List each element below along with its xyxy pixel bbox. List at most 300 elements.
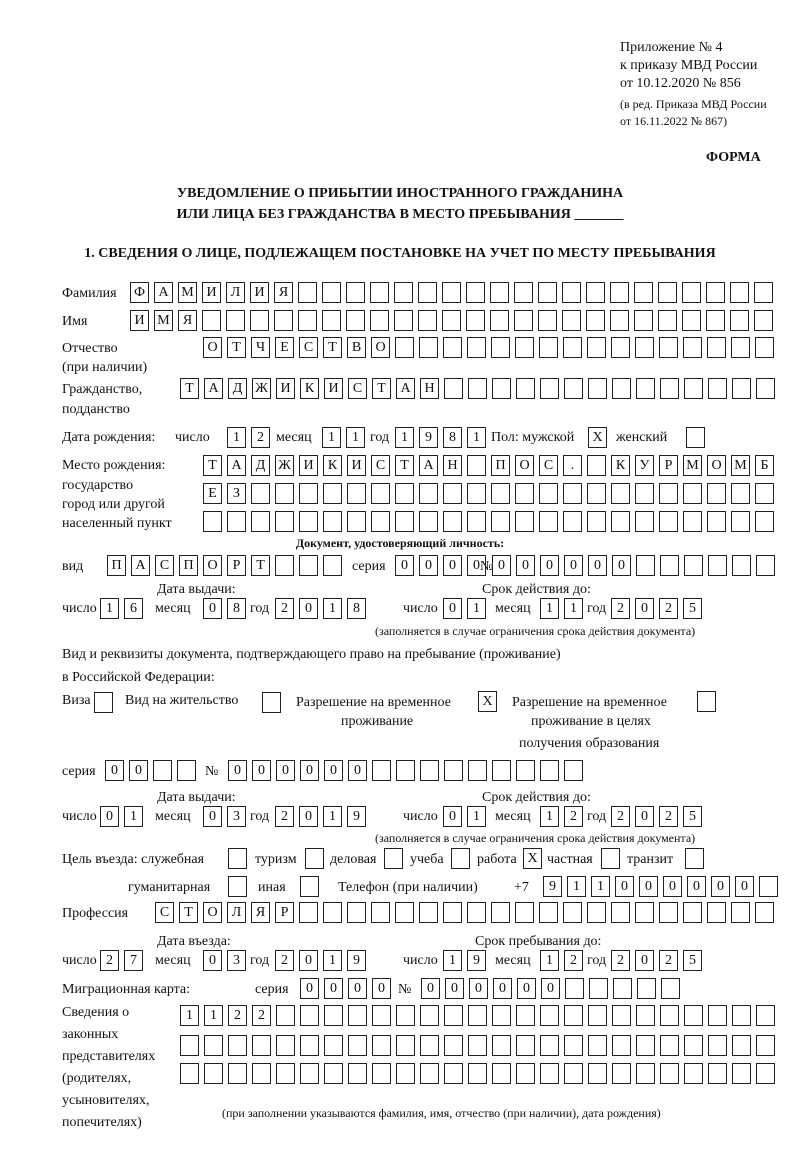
- id-series-cell[interactable]: 0: [467, 555, 486, 576]
- surname-cell[interactable]: [658, 282, 677, 303]
- citizenship-cell[interactable]: И: [276, 378, 295, 399]
- name-cell[interactable]: [538, 310, 557, 331]
- citizenship-cell[interactable]: К: [300, 378, 319, 399]
- sex-male-cell[interactable]: X: [588, 427, 607, 448]
- patronymic-cell[interactable]: [659, 337, 678, 358]
- representatives-cell[interactable]: [228, 1063, 247, 1084]
- year-cell[interactable]: 2: [611, 598, 630, 619]
- name-cell[interactable]: [610, 310, 629, 331]
- representatives-cell[interactable]: [564, 1035, 583, 1056]
- id-number-cell[interactable]: 0: [540, 555, 559, 576]
- citizenship-cell[interactable]: [612, 378, 631, 399]
- representatives-cell[interactable]: [756, 1005, 775, 1026]
- representatives-cell[interactable]: [564, 1005, 583, 1026]
- birthplace-cell[interactable]: [347, 511, 366, 532]
- day-cell[interactable]: 1: [443, 950, 462, 971]
- representatives-cell[interactable]: [420, 1005, 439, 1026]
- year-cell[interactable]: 1: [323, 598, 342, 619]
- purpose-checkbox-cell[interactable]: [685, 848, 704, 869]
- id-kind-cell[interactable]: П: [107, 555, 126, 576]
- birthplace-cell[interactable]: Н: [443, 455, 462, 476]
- surname-cell[interactable]: [322, 282, 341, 303]
- surname-cell[interactable]: [754, 282, 773, 303]
- patronymic-cell[interactable]: Ч: [251, 337, 270, 358]
- surname-cell[interactable]: А: [154, 282, 173, 303]
- patronymic-cell[interactable]: [563, 337, 582, 358]
- month-cell[interactable]: 2: [564, 806, 583, 827]
- rp-number-cell[interactable]: [540, 760, 559, 781]
- birthplace-cell[interactable]: .: [563, 455, 582, 476]
- id-number-cell[interactable]: [684, 555, 703, 576]
- representatives-cell[interactable]: [636, 1035, 655, 1056]
- citizenship-cell[interactable]: [732, 378, 751, 399]
- dob-year-cell[interactable]: 9: [419, 427, 438, 448]
- birthplace-cell[interactable]: [371, 483, 390, 504]
- representatives-cell[interactable]: [516, 1035, 535, 1056]
- birthplace-cell[interactable]: [587, 455, 606, 476]
- day-cell[interactable]: 0: [100, 806, 119, 827]
- birthplace-cell[interactable]: Р: [659, 455, 678, 476]
- birthplace-cell[interactable]: [251, 511, 270, 532]
- surname-cell[interactable]: [610, 282, 629, 303]
- representatives-cell[interactable]: [252, 1035, 271, 1056]
- birthplace-cell[interactable]: [323, 511, 342, 532]
- month-cell[interactable]: 0: [203, 950, 222, 971]
- name-cell[interactable]: [658, 310, 677, 331]
- representatives-cell[interactable]: [252, 1063, 271, 1084]
- representatives-cell[interactable]: [492, 1035, 511, 1056]
- birthplace-cell[interactable]: М: [683, 455, 702, 476]
- birthplace-cell[interactable]: [467, 455, 486, 476]
- birthplace-cell[interactable]: [371, 511, 390, 532]
- profession-cell[interactable]: [539, 902, 558, 923]
- birthplace-cell[interactable]: [683, 483, 702, 504]
- patronymic-cell[interactable]: С: [299, 337, 318, 358]
- year-cell[interactable]: 0: [635, 806, 654, 827]
- id-number-cell[interactable]: 0: [516, 555, 535, 576]
- purpose-checkbox-cell[interactable]: [451, 848, 470, 869]
- profession-cell[interactable]: [323, 902, 342, 923]
- surname-cell[interactable]: [442, 282, 461, 303]
- surname-cell[interactable]: [514, 282, 533, 303]
- rp-series-cell[interactable]: 0: [105, 760, 124, 781]
- profession-cell[interactable]: [563, 902, 582, 923]
- patronymic-cell[interactable]: [419, 337, 438, 358]
- representatives-cell[interactable]: [612, 1005, 631, 1026]
- representatives-cell[interactable]: [204, 1035, 223, 1056]
- id-number-cell[interactable]: 0: [492, 555, 511, 576]
- representatives-cell[interactable]: [348, 1005, 367, 1026]
- mc-number-cell[interactable]: 0: [517, 978, 536, 999]
- birthplace-cell[interactable]: [731, 511, 750, 532]
- birthplace-cell[interactable]: [395, 511, 414, 532]
- patronymic-cell[interactable]: [443, 337, 462, 358]
- birthplace-cell[interactable]: У: [635, 455, 654, 476]
- representatives-cell[interactable]: [324, 1005, 343, 1026]
- patronymic-cell[interactable]: [683, 337, 702, 358]
- patronymic-cell[interactable]: [755, 337, 774, 358]
- profession-cell[interactable]: Я: [251, 902, 270, 923]
- patronymic-cell[interactable]: [515, 337, 534, 358]
- representatives-cell[interactable]: [204, 1063, 223, 1084]
- rp-number-cell[interactable]: 0: [348, 760, 367, 781]
- birthplace-cell[interactable]: [611, 511, 630, 532]
- name-cell[interactable]: [562, 310, 581, 331]
- representatives-cell[interactable]: [756, 1035, 775, 1056]
- purpose-checkbox-cell[interactable]: X: [523, 848, 542, 869]
- birthplace-cell[interactable]: [755, 483, 774, 504]
- profession-cell[interactable]: [587, 902, 606, 923]
- mc-number-cell[interactable]: 0: [421, 978, 440, 999]
- representatives-cell[interactable]: [396, 1035, 415, 1056]
- citizenship-cell[interactable]: Д: [228, 378, 247, 399]
- birthplace-cell[interactable]: [539, 511, 558, 532]
- mc-number-cell[interactable]: 0: [541, 978, 560, 999]
- phone-cell[interactable]: 1: [591, 876, 610, 897]
- year-cell[interactable]: 0: [299, 598, 318, 619]
- birthplace-cell[interactable]: Д: [251, 455, 270, 476]
- mc-number-cell[interactable]: [637, 978, 656, 999]
- phone-cell[interactable]: 0: [615, 876, 634, 897]
- patronymic-cell[interactable]: [707, 337, 726, 358]
- mc-number-cell[interactable]: [565, 978, 584, 999]
- birthplace-cell[interactable]: [467, 483, 486, 504]
- year-cell[interactable]: 0: [635, 598, 654, 619]
- surname-cell[interactable]: М: [178, 282, 197, 303]
- rp-number-cell[interactable]: [516, 760, 535, 781]
- dob-year-cell[interactable]: 8: [443, 427, 462, 448]
- citizenship-cell[interactable]: [636, 378, 655, 399]
- representatives-cell[interactable]: [540, 1035, 559, 1056]
- representatives-cell[interactable]: [588, 1005, 607, 1026]
- profession-cell[interactable]: Л: [227, 902, 246, 923]
- patronymic-cell[interactable]: О: [371, 337, 390, 358]
- profession-cell[interactable]: [467, 902, 486, 923]
- mc-series-cell[interactable]: 0: [300, 978, 319, 999]
- mc-number-cell[interactable]: 0: [445, 978, 464, 999]
- representatives-cell[interactable]: [372, 1063, 391, 1084]
- birthplace-cell[interactable]: [467, 511, 486, 532]
- day-cell[interactable]: 0: [443, 598, 462, 619]
- name-cell[interactable]: [394, 310, 413, 331]
- year-cell[interactable]: 0: [299, 806, 318, 827]
- day-cell[interactable]: 1: [467, 598, 486, 619]
- year-cell[interactable]: 2: [611, 950, 630, 971]
- dob-year-cell[interactable]: 1: [395, 427, 414, 448]
- representatives-cell[interactable]: [276, 1063, 295, 1084]
- birthplace-cell[interactable]: [419, 511, 438, 532]
- year-cell[interactable]: 8: [347, 598, 366, 619]
- mc-number-cell[interactable]: 0: [469, 978, 488, 999]
- id-number-cell[interactable]: [660, 555, 679, 576]
- profession-cell[interactable]: Т: [179, 902, 198, 923]
- birthplace-cell[interactable]: [635, 511, 654, 532]
- birthplace-cell[interactable]: С: [539, 455, 558, 476]
- citizenship-cell[interactable]: Н: [420, 378, 439, 399]
- representatives-cell[interactable]: [636, 1005, 655, 1026]
- mc-number-cell[interactable]: 0: [493, 978, 512, 999]
- birthplace-cell[interactable]: А: [419, 455, 438, 476]
- representatives-cell[interactable]: [300, 1035, 319, 1056]
- id-kind-cell[interactable]: А: [131, 555, 150, 576]
- representatives-cell[interactable]: [588, 1035, 607, 1056]
- year-cell[interactable]: 9: [347, 950, 366, 971]
- rp-number-cell[interactable]: [396, 760, 415, 781]
- id-number-cell[interactable]: [636, 555, 655, 576]
- representatives-cell[interactable]: [516, 1063, 535, 1084]
- day-cell[interactable]: 7: [124, 950, 143, 971]
- representatives-cell[interactable]: [540, 1005, 559, 1026]
- citizenship-cell[interactable]: С: [348, 378, 367, 399]
- birthplace-cell[interactable]: [659, 511, 678, 532]
- representatives-cell[interactable]: [228, 1035, 247, 1056]
- name-cell[interactable]: М: [154, 310, 173, 331]
- id-kind-cell[interactable]: П: [179, 555, 198, 576]
- surname-cell[interactable]: [538, 282, 557, 303]
- citizenship-cell[interactable]: [468, 378, 487, 399]
- representatives-cell[interactable]: [444, 1063, 463, 1084]
- id-kind-cell[interactable]: [275, 555, 294, 576]
- patronymic-cell[interactable]: [539, 337, 558, 358]
- mc-number-cell[interactable]: [661, 978, 680, 999]
- purpose-checkbox-cell[interactable]: [305, 848, 324, 869]
- citizenship-cell[interactable]: [756, 378, 775, 399]
- id-series-cell[interactable]: 0: [419, 555, 438, 576]
- patronymic-cell[interactable]: В: [347, 337, 366, 358]
- mc-series-cell[interactable]: 0: [348, 978, 367, 999]
- rp-number-cell[interactable]: [468, 760, 487, 781]
- birthplace-cell[interactable]: З: [227, 483, 246, 504]
- representatives-cell[interactable]: [348, 1035, 367, 1056]
- name-cell[interactable]: [370, 310, 389, 331]
- citizenship-cell[interactable]: [516, 378, 535, 399]
- representatives-cell[interactable]: 1: [180, 1005, 199, 1026]
- id-number-cell[interactable]: 0: [564, 555, 583, 576]
- name-cell[interactable]: [274, 310, 293, 331]
- birthplace-cell[interactable]: А: [227, 455, 246, 476]
- birthplace-cell[interactable]: [251, 483, 270, 504]
- surname-cell[interactable]: [418, 282, 437, 303]
- residence-checkbox-cell[interactable]: [262, 692, 281, 713]
- patronymic-cell[interactable]: Т: [227, 337, 246, 358]
- id-kind-cell[interactable]: Т: [251, 555, 270, 576]
- representatives-cell[interactable]: [420, 1035, 439, 1056]
- birthplace-cell[interactable]: [491, 511, 510, 532]
- purpose-checkbox-cell[interactable]: [300, 876, 319, 897]
- month-cell[interactable]: 1: [540, 806, 559, 827]
- name-cell[interactable]: [466, 310, 485, 331]
- birthplace-cell[interactable]: [683, 511, 702, 532]
- birthplace-cell[interactable]: [587, 511, 606, 532]
- name-cell[interactable]: [586, 310, 605, 331]
- name-cell[interactable]: И: [130, 310, 149, 331]
- mc-number-cell[interactable]: [613, 978, 632, 999]
- citizenship-cell[interactable]: [492, 378, 511, 399]
- representatives-cell[interactable]: [636, 1063, 655, 1084]
- phone-cell[interactable]: 1: [567, 876, 586, 897]
- name-cell[interactable]: Я: [178, 310, 197, 331]
- birthplace-cell[interactable]: [299, 511, 318, 532]
- birthplace-cell[interactable]: П: [491, 455, 510, 476]
- rp-number-cell[interactable]: [372, 760, 391, 781]
- birthplace-cell[interactable]: Б: [755, 455, 774, 476]
- profession-cell[interactable]: [299, 902, 318, 923]
- representatives-cell[interactable]: [708, 1035, 727, 1056]
- year-cell[interactable]: 0: [299, 950, 318, 971]
- representatives-cell[interactable]: [396, 1005, 415, 1026]
- representatives-cell[interactable]: [300, 1005, 319, 1026]
- representatives-cell[interactable]: [708, 1005, 727, 1026]
- representatives-cell[interactable]: [516, 1005, 535, 1026]
- birthplace-cell[interactable]: [419, 483, 438, 504]
- birthplace-cell[interactable]: [275, 483, 294, 504]
- mc-number-cell[interactable]: [589, 978, 608, 999]
- birthplace-cell[interactable]: [515, 511, 534, 532]
- id-number-cell[interactable]: [756, 555, 775, 576]
- birthplace-cell[interactable]: [731, 483, 750, 504]
- phone-cell[interactable]: 0: [735, 876, 754, 897]
- rp-series-cell[interactable]: 0: [129, 760, 148, 781]
- representatives-cell[interactable]: [420, 1063, 439, 1084]
- birthplace-cell[interactable]: [443, 483, 462, 504]
- representatives-cell[interactable]: [324, 1035, 343, 1056]
- dob-month-cell[interactable]: 1: [346, 427, 365, 448]
- birthplace-cell[interactable]: [755, 511, 774, 532]
- month-cell[interactable]: 1: [564, 598, 583, 619]
- representatives-cell[interactable]: 2: [228, 1005, 247, 1026]
- representatives-cell[interactable]: [180, 1035, 199, 1056]
- profession-cell[interactable]: [683, 902, 702, 923]
- id-kind-cell[interactable]: С: [155, 555, 174, 576]
- citizenship-cell[interactable]: [684, 378, 703, 399]
- dob-month-cell[interactable]: 1: [322, 427, 341, 448]
- dob-day-cell[interactable]: 2: [251, 427, 270, 448]
- citizenship-cell[interactable]: [564, 378, 583, 399]
- birthplace-cell[interactable]: Ж: [275, 455, 294, 476]
- sex-female-cell[interactable]: [686, 427, 705, 448]
- profession-cell[interactable]: [443, 902, 462, 923]
- birthplace-cell[interactable]: К: [323, 455, 342, 476]
- representatives-cell[interactable]: [468, 1035, 487, 1056]
- representatives-cell[interactable]: [564, 1063, 583, 1084]
- month-cell[interactable]: 8: [227, 598, 246, 619]
- patronymic-cell[interactable]: [467, 337, 486, 358]
- trpe-checkbox-cell[interactable]: [697, 691, 716, 712]
- surname-cell[interactable]: [370, 282, 389, 303]
- representatives-cell[interactable]: [348, 1063, 367, 1084]
- birthplace-cell[interactable]: [611, 483, 630, 504]
- purpose-checkbox-cell[interactable]: [228, 876, 247, 897]
- birthplace-cell[interactable]: [299, 483, 318, 504]
- mc-series-cell[interactable]: 0: [372, 978, 391, 999]
- patronymic-cell[interactable]: [635, 337, 654, 358]
- representatives-cell[interactable]: [612, 1063, 631, 1084]
- year-cell[interactable]: 9: [347, 806, 366, 827]
- year-cell[interactable]: 2: [659, 598, 678, 619]
- representatives-cell[interactable]: [684, 1063, 703, 1084]
- day-cell[interactable]: 1: [124, 806, 143, 827]
- surname-cell[interactable]: И: [250, 282, 269, 303]
- surname-cell[interactable]: [490, 282, 509, 303]
- day-cell[interactable]: 6: [124, 598, 143, 619]
- phone-cell[interactable]: [759, 876, 778, 897]
- visa-checkbox-cell[interactable]: [94, 692, 113, 713]
- year-cell[interactable]: 2: [275, 598, 294, 619]
- representatives-cell[interactable]: [468, 1063, 487, 1084]
- patronymic-cell[interactable]: [731, 337, 750, 358]
- patronymic-cell[interactable]: [395, 337, 414, 358]
- representatives-cell[interactable]: [372, 1035, 391, 1056]
- birthplace-cell[interactable]: С: [371, 455, 390, 476]
- profession-cell[interactable]: [731, 902, 750, 923]
- representatives-cell[interactable]: [276, 1005, 295, 1026]
- year-cell[interactable]: 2: [611, 806, 630, 827]
- representatives-cell[interactable]: [492, 1063, 511, 1084]
- representatives-cell[interactable]: [708, 1063, 727, 1084]
- representatives-cell[interactable]: [588, 1063, 607, 1084]
- month-cell[interactable]: 0: [203, 806, 222, 827]
- name-cell[interactable]: [490, 310, 509, 331]
- profession-cell[interactable]: [347, 902, 366, 923]
- citizenship-cell[interactable]: [708, 378, 727, 399]
- representatives-cell[interactable]: [660, 1005, 679, 1026]
- name-cell[interactable]: [298, 310, 317, 331]
- phone-cell[interactable]: 0: [711, 876, 730, 897]
- rp-number-cell[interactable]: 0: [324, 760, 343, 781]
- profession-cell[interactable]: С: [155, 902, 174, 923]
- name-cell[interactable]: [730, 310, 749, 331]
- patronymic-cell[interactable]: [491, 337, 510, 358]
- citizenship-cell[interactable]: И: [324, 378, 343, 399]
- surname-cell[interactable]: [682, 282, 701, 303]
- month-cell[interactable]: 3: [227, 806, 246, 827]
- purpose-checkbox-cell[interactable]: [601, 848, 620, 869]
- birthplace-cell[interactable]: [635, 483, 654, 504]
- representatives-cell[interactable]: [276, 1035, 295, 1056]
- birthplace-cell[interactable]: Т: [203, 455, 222, 476]
- phone-cell[interactable]: 0: [639, 876, 658, 897]
- year-cell[interactable]: 0: [635, 950, 654, 971]
- representatives-cell[interactable]: [684, 1035, 703, 1056]
- citizenship-cell[interactable]: А: [396, 378, 415, 399]
- surname-cell[interactable]: [466, 282, 485, 303]
- patronymic-cell[interactable]: О: [203, 337, 222, 358]
- representatives-cell[interactable]: [756, 1063, 775, 1084]
- profession-cell[interactable]: О: [203, 902, 222, 923]
- patronymic-cell[interactable]: [587, 337, 606, 358]
- year-cell[interactable]: 5: [683, 598, 702, 619]
- day-cell[interactable]: 1: [467, 806, 486, 827]
- rp-series-cell[interactable]: [153, 760, 172, 781]
- month-cell[interactable]: 1: [540, 598, 559, 619]
- representatives-cell[interactable]: [468, 1005, 487, 1026]
- year-cell[interactable]: 5: [683, 950, 702, 971]
- surname-cell[interactable]: [346, 282, 365, 303]
- rp-number-cell[interactable]: [420, 760, 439, 781]
- patronymic-cell[interactable]: Т: [323, 337, 342, 358]
- surname-cell[interactable]: [706, 282, 725, 303]
- birthplace-cell[interactable]: [347, 483, 366, 504]
- purpose-checkbox-cell[interactable]: [384, 848, 403, 869]
- surname-cell[interactable]: Л: [226, 282, 245, 303]
- profession-cell[interactable]: [419, 902, 438, 923]
- representatives-cell[interactable]: [684, 1005, 703, 1026]
- id-series-cell[interactable]: 0: [443, 555, 462, 576]
- representatives-cell[interactable]: [660, 1063, 679, 1084]
- citizenship-cell[interactable]: [660, 378, 679, 399]
- birthplace-cell[interactable]: [395, 483, 414, 504]
- birthplace-cell[interactable]: [443, 511, 462, 532]
